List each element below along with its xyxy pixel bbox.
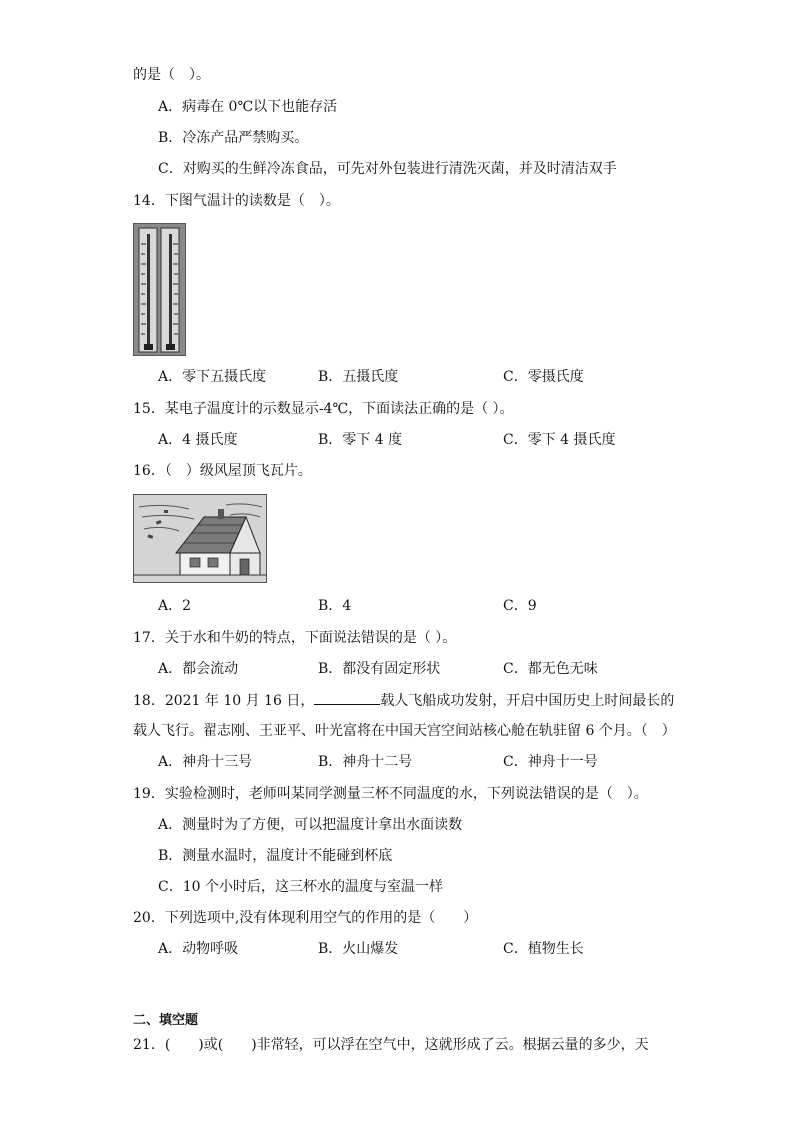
q17-stem: 17．关于水和牛奶的特点，下面说法错误的是（ ）。 [133,630,457,646]
q15-option-c: C．零下 4 摄氏度 [503,432,616,448]
q17-option-b: B．都没有固定形状 [318,661,441,677]
answer-blank [314,691,380,705]
section-title: 二、填空题 [133,1013,199,1028]
q18-option-c: C．神舟十一号 [503,754,598,770]
windy-house-image [133,494,267,583]
thermometer-icon [134,224,185,355]
q14-option-c: C．零摄氏度 [503,369,584,385]
q18-option-a: A．神舟十三号 [158,754,253,770]
q19-option-a: A．测量时为了方便，可以把温度计拿出水面读数 [158,817,463,833]
q13-stem: 的是（ ）。 [133,67,210,83]
q18-stem-line2: 载人飞行。翟志刚、王亚平、叶光富将在中国天宫空间站核心舱在轨驻留 6 个月。（ ） [133,723,676,739]
q20-stem: 20．下列选项中,没有体现利用空气的作用的是（ ） [133,910,478,926]
q20-option-a: A．动物呼吸 [158,941,239,957]
q16-option-a: A．2 [158,598,192,614]
q17-option-c: C．都无色无味 [503,661,598,677]
q13-option-b: B．冷冻产品严禁购买。 [158,130,309,146]
q16-option-b: B．4 [318,598,352,614]
q17-option-a: A．都会流动 [158,661,239,677]
q13-option-c: C．对购买的生鲜冷冻食品，可先对外包装进行清洗灭菌，并及时清洁双手 [158,161,617,177]
q18-option-b: B．神舟十二号 [318,754,413,770]
q13-option-a: A．病毒在 0℃以下也能存活 [158,99,338,115]
q18-stem-after: 载人飞船成功发射，开启中国历史上时间最长的 [380,693,675,709]
q18-stem-before: 18．2021 年 10 月 16 日， [133,693,315,709]
q14-stem: 14．下图气温计的读数是（ ）。 [133,193,340,209]
q20-option-b: B．火山爆发 [318,941,399,957]
house-icon [134,495,266,582]
q19-option-b: B．测量水温时，温度计不能碰到杯底 [158,848,393,864]
q16-option-c: C．9 [503,598,537,614]
q18-stem [133,691,674,710]
q14-option-b: B．五摄氏度 [318,369,399,385]
q15-option-b: B．零下 4 度 [318,432,403,448]
q16-stem: 16．（ ）级风屋顶飞瓦片。 [133,463,312,479]
q21-stem: 21．( )或( )非常轻，可以浮在空气中，这就形成了云。根据云量的多少，天 [133,1037,649,1053]
q14-option-a: A．零下五摄氏度 [158,369,267,385]
q15-option-a: A．4 摄氏度 [158,432,238,448]
q15-stem: 15．某电子温度计的示数显示-4℃，下面读法正确的是（ ）。 [133,401,514,417]
q20-option-c: C．植物生长 [503,941,584,957]
thermometer-image [133,223,186,356]
q19-stem: 19．实验检测时，老师叫某同学测量三杯不同温度的水，下列说法错误的是（ ）。 [133,786,648,802]
q19-option-c: C．10 个小时后，这三杯水的温度与室温一样 [158,879,443,895]
